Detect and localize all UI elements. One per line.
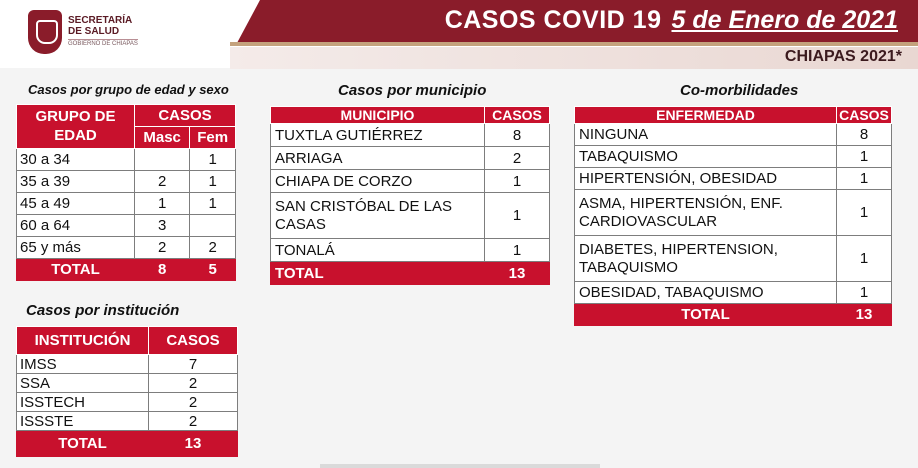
header-grupo-edad: GRUPO DE EDAD: [17, 105, 135, 149]
institution-cases: 2: [149, 412, 238, 431]
table-row: [17, 171, 236, 193]
total-masc: 8: [135, 259, 190, 281]
comorbidity-table: [574, 106, 892, 326]
municipality-cases: 2: [485, 147, 550, 170]
title-main: CASOS COVID 19: [444, 6, 662, 34]
disease-cases: 1: [837, 236, 892, 282]
institution-name: IMSS: [17, 355, 149, 374]
municipality-table: [270, 106, 550, 285]
header-fem: Fem: [190, 127, 236, 149]
total-fem: 5: [190, 259, 236, 281]
table-row: [17, 355, 238, 374]
table-row: [17, 412, 238, 431]
total-cases: 13: [149, 431, 238, 457]
logo-line-2: DE SALUD: [68, 25, 120, 37]
header-masc: Masc: [135, 127, 190, 149]
disease-name: TABAQUISMO: [575, 146, 837, 168]
age-group: 35 a 39: [17, 171, 135, 193]
logo-line-1: SECRETARÍA: [68, 15, 133, 27]
disease-cases: 8: [837, 124, 892, 146]
table-row: [271, 124, 550, 147]
table-row: [271, 147, 550, 170]
age-group: 45 a 49: [17, 193, 135, 215]
table-row: [575, 168, 892, 190]
page-title: [445, 6, 898, 38]
fem-count: 2: [190, 237, 236, 259]
disease-cases: 1: [837, 282, 892, 304]
table-row: [271, 170, 550, 193]
title-date: 5 de Enero de 2021: [671, 6, 898, 34]
municipality-name: TONALÁ: [271, 239, 485, 262]
disease-name: HIPERTENSIÓN, OBESIDAD: [575, 168, 837, 190]
total-row: [17, 431, 238, 457]
institution-name: ISSTECH: [17, 393, 149, 412]
table-row: [17, 237, 236, 259]
header-institucion: INSTITUCIÓN: [17, 327, 149, 355]
divider: [230, 42, 918, 46]
header-casos: CASOS: [149, 327, 238, 355]
institution-table: [16, 326, 238, 457]
age-sex-table: [16, 104, 236, 281]
total-cases: 13: [485, 262, 550, 285]
municipality-cases: 8: [485, 124, 550, 147]
comorbidity-section-caption: Co-morbilidades: [680, 82, 799, 99]
fem-count: 1: [190, 193, 236, 215]
masc-count: 1: [135, 193, 190, 215]
institution-cases: 2: [149, 374, 238, 393]
table-row: [575, 124, 892, 146]
municipality-cases: 1: [485, 170, 550, 193]
total-label: TOTAL: [17, 259, 135, 281]
table-row: [17, 193, 236, 215]
shield-icon: [28, 10, 62, 54]
age-group: 65 y más: [17, 237, 135, 259]
header-casos: CASOS: [135, 105, 236, 127]
table-row: [575, 146, 892, 168]
disease-cases: 1: [837, 190, 892, 236]
disease-name: ASMA, HIPERTENSIÓN, ENF. CARDIOVASCULAR: [575, 190, 837, 236]
masc-count: [135, 149, 190, 171]
municipality-section-caption: Casos por municipio: [338, 82, 487, 99]
state-label: CHIAPAS 2021*: [784, 48, 902, 65]
total-cases: 13: [837, 304, 892, 326]
municipality-cases: 1: [485, 239, 550, 262]
institution-name: ISSSTE: [17, 412, 149, 431]
table-row: [575, 190, 892, 236]
state-bar: [230, 47, 918, 69]
age-group: 60 a 64: [17, 215, 135, 237]
institution-name: SSA: [17, 374, 149, 393]
institution-cases: 7: [149, 355, 238, 374]
municipality-name: ARRIAGA: [271, 147, 485, 170]
masc-count: 2: [135, 171, 190, 193]
total-label: TOTAL: [575, 304, 837, 326]
header-casos: CASOS: [485, 107, 550, 124]
table-row: [17, 215, 236, 237]
table-row: [271, 239, 550, 262]
institution-cases: 2: [149, 393, 238, 412]
municipality-name: SAN CRISTÓBAL DE LAS CASAS: [271, 193, 485, 239]
total-row: [271, 262, 550, 285]
header-municipio: MUNICIPIO: [271, 107, 485, 124]
total-label: TOTAL: [271, 262, 485, 285]
municipality-name: CHIAPA DE CORZO: [271, 170, 485, 193]
header-casos: CASOS: [837, 107, 892, 124]
fem-count: 1: [190, 171, 236, 193]
total-row: [17, 259, 236, 281]
disease-name: OBESIDAD, TABAQUISMO: [575, 282, 837, 304]
municipality-cases: 1: [485, 193, 550, 239]
municipality-name: TUXTLA GUTIÉRREZ: [271, 124, 485, 147]
masc-count: 3: [135, 215, 190, 237]
total-row: [575, 304, 892, 326]
table-row: [17, 374, 238, 393]
fem-count: 1: [190, 149, 236, 171]
header: [0, 0, 918, 68]
secretaria-salud-logo: [28, 10, 138, 54]
masc-count: 2: [135, 237, 190, 259]
header-enfermedad: ENFERMEDAD: [575, 107, 837, 124]
fem-count: [190, 215, 236, 237]
table-row: [575, 282, 892, 304]
table-row: [271, 193, 550, 239]
disease-name: NINGUNA: [575, 124, 837, 146]
table-row: [17, 149, 236, 171]
disease-cases: 1: [837, 168, 892, 190]
total-label: TOTAL: [17, 431, 149, 457]
institution-section-caption: Casos por institución: [26, 302, 180, 319]
divider: [320, 464, 600, 468]
age-group: 30 a 34: [17, 149, 135, 171]
disease-cases: 1: [837, 146, 892, 168]
table-row: [575, 236, 892, 282]
logo-line-3: GOBIERNO DE CHIAPAS: [68, 41, 138, 48]
disease-name: DIABETES, HIPERTENSION, TABAQUISMO: [575, 236, 837, 282]
table-row: [17, 393, 238, 412]
age-section-caption: Casos por grupo de edad y sexo: [28, 82, 229, 97]
